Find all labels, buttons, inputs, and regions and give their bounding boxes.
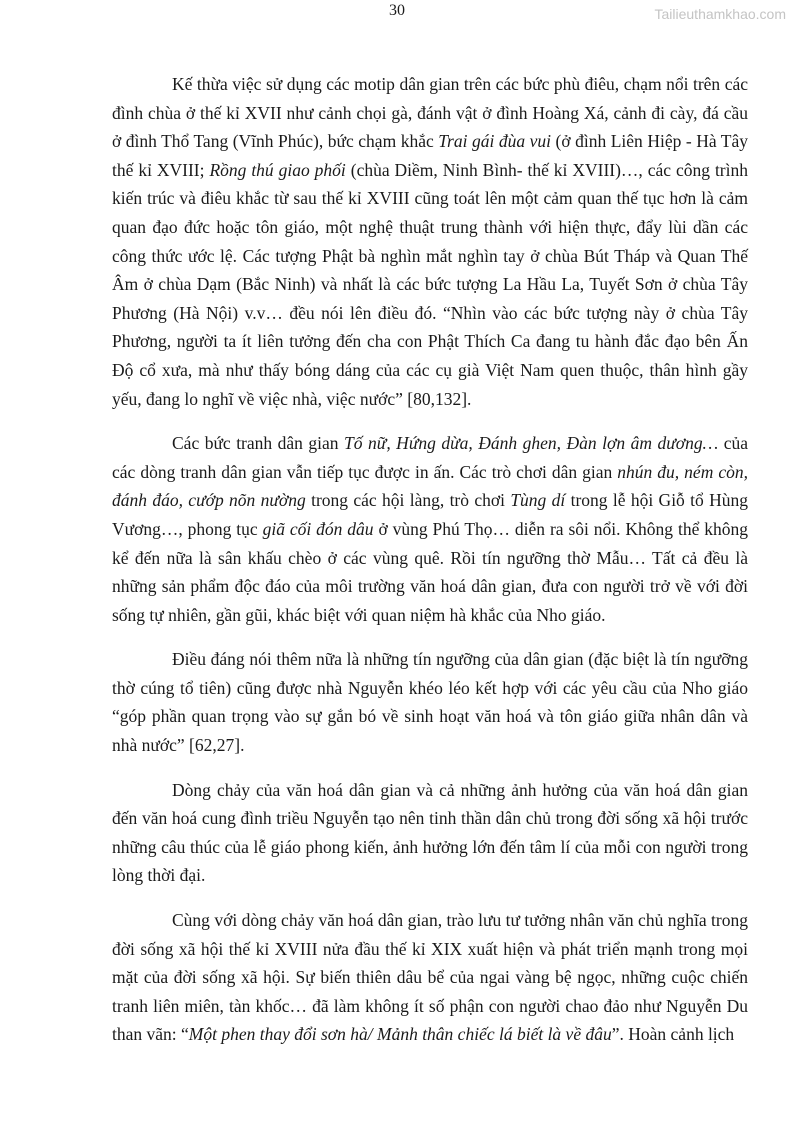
paragraph-3 — [112, 645, 748, 759]
page-number: 30 — [389, 2, 405, 19]
text-run: Cùng với dòng chảy văn hoá dân gian, trào lưu tư tưởng nhân văn chủ nghĩa trong đời sống xã hội thế kỉ XVIII nửa đầu thế kỉ XIX xuất hiện và phát triển mạnh trong mọi mặt của đời sống xã hội. Sự biến thiên dâu bể của ngai vàng bệ ngọc, những cuộc chiến tranh liên miên, tàn khốc… đã làm không ít số phận con người chao đảo như Nguyễn Du than vãn: “ — [112, 910, 748, 1045]
text-run: (ở đình Liên Hiệp - Hà Tây thế kỉ XVIII; — [112, 131, 749, 180]
document-body — [112, 70, 748, 1049]
paragraph-4 — [112, 776, 748, 890]
text-run: trong các hội làng, trò chơi — [305, 490, 511, 511]
italic-run: giã cối đón dâu — [262, 518, 374, 539]
text-run: Dòng chảy của văn hoá dân gian và cả những ảnh hưởng của văn hoá dân gian đến văn hoá cung đình triều Nguyễn tạo nên tinh thần dân chủ trong đời sống xã hội trước những câu thúc của lễ giáo phong kiến, ảnh hưởng lớn đến tâm lí của mỗi con người trong lòng thời đại. — [112, 779, 748, 886]
italic-run: Trai gái đùa vui — [438, 131, 551, 152]
text-run: của các dòng tranh dân gian vẫn tiếp tục được in ấn. Các trò chơi dân gian — [112, 433, 748, 482]
paragraph-5 — [112, 906, 748, 1049]
paragraph-2 — [112, 429, 748, 629]
text-run: trong lễ hội Giỗ tổ Hùng Vương…, phong tục — [112, 490, 748, 539]
italic-run: Tùng dí — [510, 490, 566, 511]
text-run: Kế thừa việc sử dụng các motip dân gian trên các bức phù điêu, chạm nổi trên các đình chùa ở thế kỉ XVII như cảnh chọi gà, đánh vật ở đình Hoàng Xá, cảnh đi cày, đá cầu ở đình Thổ Tang (Vĩnh Phúc), bức chạm khắc — [112, 74, 748, 152]
italic-run: Tố nữ, Hứng dừa, Đánh ghen, Đàn lợn âm dương… — [344, 433, 719, 454]
text-run: Các bức tranh dân gian — [172, 433, 345, 454]
text-run: Điều đáng nói thêm nữa là những tín ngưỡng của dân gian (đặc biệt là tín ngưỡng thờ cúng tổ tiên) cũng được nhà Nguyễn khéo léo kết hợp với các yêu cầu của Nho giáo “góp phần quan trọng vào sự gắn bó về sinh hoạt văn hoá và tôn giáo giữa nhân dân và nhà nước” [62,27]. — [112, 649, 748, 756]
italic-run: nhún đu, ném còn, đánh đáo, cướp nõn nường — [112, 461, 748, 511]
text-run: ở vùng Phú Thọ… diễn ra sôi nổi. Không thể không kể đến nữa là sân khấu chèo ở các vùng quê. Rồi tín ngưỡng thờ Mẫu… Tất cả đều là những sản phẩm độc đáo của môi trường văn hoá dân gian, đưa con người trở về với đời sống tự nhiên, gần gũi, khác biệt với quan niệm hà khắc của Nho giáo. — [112, 518, 748, 625]
text-run: ”. Hoàn cảnh lịch — [611, 1024, 735, 1045]
paragraph-1 — [112, 70, 748, 413]
italic-run: Rồng thú giao phối — [209, 159, 346, 180]
italic-run: Một phen thay đổi sơn hà/ Mảnh thân chiếc lá biết là về đâu — [188, 1024, 612, 1045]
watermark: Tailieuthamkhao.com — [654, 6, 786, 22]
text-run: (chùa Diềm, Ninh Bình- thế kỉ XVIII)…, các công trình kiến trúc và điêu khắc từ sau thế kỉ XVIII cũng toát lên một cảm quan thế tục hơn là cảm quan đạo đức hoặc tôn giáo, một nghệ thuật trung thành với hiện thực, đẩy lùi dần các công thức ước lệ. Các tượng Phật bà nghìn mắt nghìn tay ở chùa Bút Tháp và Quan Thế Âm ở chùa Dạm (Bắc Ninh) và nhất là các bức tượng La Hầu La, Tuyết Sơn ở chùa Tây Phương (Hà Nội) v.v… đều nói lên điều đó. “Nhìn vào các bức tượng này ở chùa Tây Phương, người ta ít liên tưởng đến cha con Phật Thích Ca đang tu hành đắc đạo bên Ấn Độ cổ xưa, mà như thấy bóng dáng của các cụ già Việt Nam quen thuộc, thân hình gầy yếu, đang lo nghĩ về việc nhà, việc nước” [80,132]. — [112, 159, 748, 409]
